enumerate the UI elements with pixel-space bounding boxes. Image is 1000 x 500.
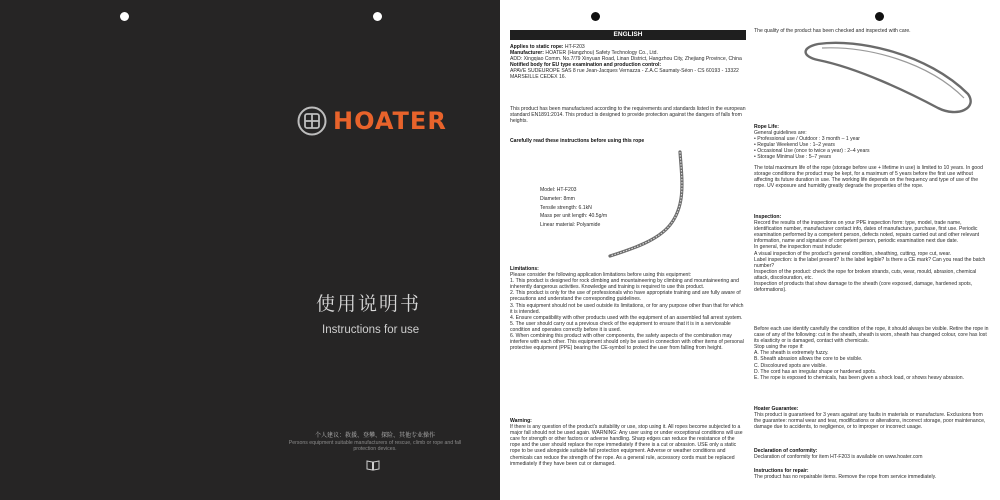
spec-tensile-strength: Tensile strength: 6.1kN xyxy=(540,204,592,211)
brand-wordmark: HOATER xyxy=(333,107,447,135)
spec-mass: Mass per unit length: 40.5g/m xyxy=(540,213,608,220)
spec-material: Linear material: Polyamide xyxy=(540,222,601,229)
cover-title-english: Instructions for use xyxy=(322,324,420,336)
cover-title-chinese: 使用说明书 xyxy=(316,294,422,315)
binding-hole xyxy=(373,12,382,21)
cover-note-chinese: 个人建议：救援、登攀、探险、其他专业操作 xyxy=(314,433,435,439)
coiled-rope-illustration xyxy=(778,24,990,134)
rope-life-section: Rope Life: General guidelines are: • Professional use / Outdoor : 3 month – 1 year • Regular Weekend Use : 1–2 years • Occasional Use (once to twice a year) : 2–4 years • Storage Minimal Use : 5–7 years The total maximum life of the rope (storage before use + lifetime in use) is limited to 10 years. In good storage conditions the product may be kept, for a maximum of 5 years before the first use without affecting its future duration in use. The working life depends on the frequency and type of use of the rope. UV exposure and humidity greatly degrade the properties of the rope. xyxy=(754,124,983,189)
rope-specifications xyxy=(540,186,607,230)
guarantee-section: Hoater Guarantee: This product is guaranteed for 3 years against any faults in materials or manufacture. Exclusions from the guarantee: normal wear and tear, modifications or alterations, incorrect storage, poor maintenance, damage due to accidents, to negligence, or to improper or incorrect usage. xyxy=(754,406,986,431)
service-note: The quality of the product has been checked and inspected with care. xyxy=(754,28,911,34)
hoater-emblem-icon xyxy=(297,106,327,136)
conformity-note: This product has been manufactured according to the requirements and standards listed in the european standard EN1891:2014. This product is designed to provide protection against the dangers of falls from heights. xyxy=(510,106,746,125)
spec-diameter: Diameter: 8mm xyxy=(540,195,575,202)
read-manual-icon xyxy=(366,459,380,471)
brand-logo xyxy=(297,106,467,136)
language-header: ENGLISH xyxy=(510,30,746,40)
binding-hole xyxy=(120,12,129,21)
declaration-section: Declaration of conformity: Declaration of conformity for item HT-F203 is available on www.hoater.com xyxy=(754,448,923,461)
inspection-section: Inspection: Record the results of the inspections on your PPE inspection form: type, model, trade name, identification number, manufacturer contact info, dates of manufacture, purchase, first use. Periodic examination performed by a competent person, defects noted, repairs carried out and other relevant information, name and signature of competent person, periodic examination next due date. In general, the inspection must include: A visual inspection of the product's general condition, sheathing, cutting, rope cut, wear. Label inspection: is the label present? Is the label legible? Is there a CE mark? Can you read the batch number? Inspection of the product: check the rope for broken strands, cuts, wear, mould, abrasion, chemical attack, discolouration, etc. Inspection of products that show damage to the sheath (core exposed, damage, hardened spots, deformations). xyxy=(754,214,986,294)
spec-model: Model: HT-F203 xyxy=(540,187,577,193)
left-column xyxy=(510,0,746,500)
replacement-section: Before each use identify carefully the condition of the rope, it should always be visible. Retire the rope in case of any of the following: cut in the sheath, sheath is worn, sheath has changed colour, core has lost its elasticity or is damaged, contact with chemicals. Stop using the rope if: A. The sheath is extremely fuzzy. B. Sheath abrasion allows the core to be visible. C. Discoloured spots are visible. D. The cord has an irregular shape or hardened spots. E. The rope is exposed to chemicals, has been given a shock load, or shows heavy abrasion. xyxy=(754,326,989,381)
repair-section: Instructions for repair: The product has no repairable items. Remove the rope from service immediately. xyxy=(754,468,937,481)
cover-note xyxy=(278,433,472,453)
limitations-section: Limitations: Please consider the following application limitations before using this equipment: 1. This product is designed for rock climbing and mountaineering by climbing and mountaineering and inherently dangerous activities. Knowledge and training is required to use this product. 2. This product is only for the use of professionals who have appropriate training and are fully aware of precautions and understand the corresponding guidelines. 3. This equipment should not be used outside its limitations, or for any purpose other than that for which it is intended. 4. Ensure compatibility with other products used with the equipment of an assembled fall arrest system. 5. The user should carry out a previous check of the equipment to ensure that it is in a serviceable condition and operates correctly before it is used. 6. When combining this product with other components, the safety aspects of the combination may interfere with each other. This equipment should only be used in connection with other items of personal protective equipment (PPE) bearing the CE-symbol to protect the user from falling from height. xyxy=(510,266,744,352)
intro-section: Applies to static rope: HT-F203 Manufacturer: HOATER (Hangzhou) Safety Technology Co., Ltd. ADD: Xingqiao Comm. No.7/79 Xinyuan Road, Linan District, Hangzhou City, Zhejiang Province, China Notified body for EU type examination and production control: APAVE SUDEUROPE SAS 8 rue Jean-Jacques Vernazza - Z.A.C Saumaty-Séon - CS 60193 - 13322 MARSEILLE CEDEX 16. xyxy=(510,44,742,81)
instructions-page xyxy=(500,0,1000,500)
read-notice: Carefully read these instructions before using this rope xyxy=(510,138,645,144)
warning-section: Warning: If there is any question of the product's suitability or use, stop using it. All ropes become subjected to a major fall should not be used again. WARNING: Any user using or under exceptional conditions will use care for strength or other factors or adverse handling. Sharp edges can reduce the resistance of the rope and the user should replace the rope immediately if there is a cut or abrasion. USE only a static rope to be used alongside suitable fall protection equipment. Adverse or weather conditions and chemicals can reduce the strength of the rope. As a general rule, accessory cords must be replaced immediately if they have been cut or damaged. xyxy=(510,418,743,467)
right-column xyxy=(754,0,990,500)
cover-note-english: Persons equipment suitable manufacturers of rescue, climb or rope and fall protection devices. xyxy=(288,439,462,453)
